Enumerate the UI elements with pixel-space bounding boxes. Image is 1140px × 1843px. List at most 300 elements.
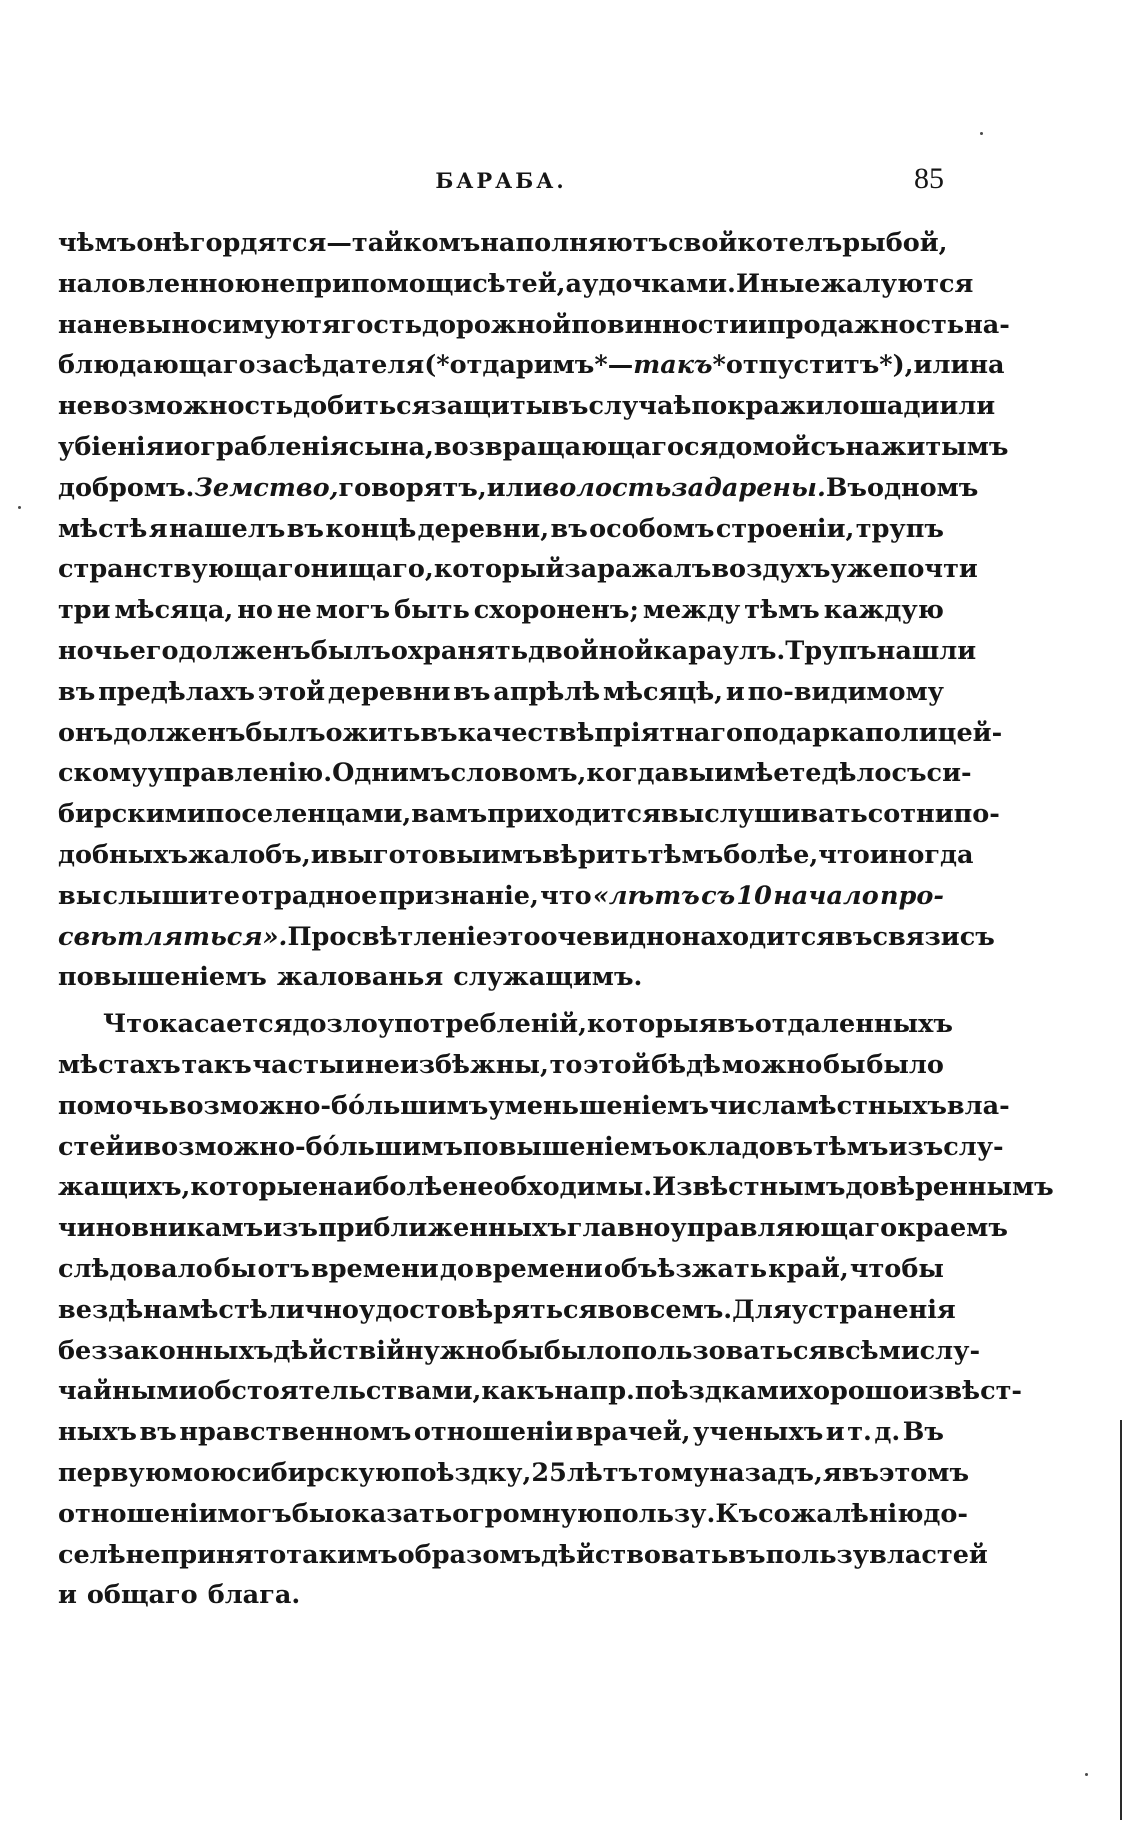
- word: Въ: [902, 1417, 944, 1448]
- word: необходимы.: [458, 1172, 653, 1203]
- word: добромъ.: [58, 472, 195, 503]
- word: общаго: [86, 1580, 198, 1611]
- word: до: [292, 1009, 327, 1040]
- word: властей: [869, 1539, 988, 1570]
- text-line: [58, 427, 1009, 468]
- word: быть: [394, 595, 470, 626]
- word: одномъ: [866, 472, 979, 503]
- word: во: [597, 1294, 633, 1325]
- word: который: [433, 554, 565, 585]
- word: въ: [551, 391, 589, 422]
- word: Что: [103, 1009, 160, 1040]
- word: ожить: [325, 717, 421, 748]
- word: приходится: [487, 799, 661, 830]
- word: до: [439, 1253, 474, 1284]
- word: въ: [841, 1457, 879, 1488]
- word: пользу: [765, 1539, 870, 1570]
- word: въ: [550, 513, 588, 544]
- word: былъ: [310, 635, 391, 666]
- word: мѣстахъ: [58, 1049, 181, 1080]
- word: дѣйствій: [273, 1335, 405, 1366]
- word: я: [822, 1457, 842, 1488]
- word: чѣмъ: [58, 228, 137, 258]
- word: стей: [58, 1131, 125, 1162]
- word: изъ: [888, 1131, 944, 1162]
- word: уже: [830, 554, 889, 585]
- word: нашли: [876, 635, 977, 666]
- body-text: [58, 223, 1054, 1616]
- word: наиболѣе: [318, 1172, 459, 1203]
- word: первую: [58, 1457, 171, 1488]
- word: жалованья: [276, 962, 444, 993]
- word: начало: [773, 880, 879, 911]
- word: нищаго,: [310, 554, 434, 585]
- word: въ: [58, 676, 96, 707]
- word: слу-: [919, 1335, 981, 1366]
- word: мѣсяца,: [114, 595, 234, 626]
- word: по-: [953, 799, 1000, 830]
- word: помощи: [350, 268, 473, 299]
- text-line: [58, 1290, 956, 1331]
- text-line: [58, 1371, 1022, 1412]
- word: его: [129, 635, 179, 666]
- word: нашелъ: [168, 513, 286, 544]
- word: «лѣтъ: [592, 880, 700, 911]
- word: признаніе,: [378, 880, 539, 911]
- word: съ: [959, 921, 995, 952]
- text-line: [58, 631, 977, 672]
- word: и: [164, 431, 184, 462]
- word: не: [260, 268, 296, 299]
- text-line: [58, 509, 944, 550]
- word: словомъ,: [450, 758, 587, 789]
- running-head: [58, 162, 944, 202]
- word: краемъ: [897, 1213, 1008, 1244]
- word: убіенія: [58, 431, 165, 462]
- word: было: [866, 1049, 944, 1080]
- word: главноуправляющаго: [566, 1213, 898, 1244]
- word: онъ: [58, 717, 114, 748]
- word: волость: [542, 472, 672, 503]
- text-line: [58, 1575, 944, 1616]
- word: чайными: [58, 1376, 198, 1407]
- word: возможно-бóльшимъ: [168, 1090, 489, 1121]
- word: почти: [888, 554, 978, 585]
- word: (*отдаримъ*: [424, 350, 608, 381]
- text-line: [58, 753, 972, 794]
- text-line: [58, 876, 944, 917]
- word: сѣтей,: [472, 268, 566, 299]
- word: отношеніи: [413, 1417, 574, 1448]
- word: добиться: [293, 391, 431, 422]
- word: когда: [586, 758, 671, 789]
- word: этой: [583, 1049, 651, 1080]
- word: изъ: [263, 1213, 318, 1244]
- text-line: [58, 1045, 944, 1086]
- word: Трупъ: [785, 635, 877, 666]
- word: ныхъ: [58, 1417, 137, 1448]
- word: что: [818, 839, 870, 870]
- word: Земство,: [194, 472, 339, 503]
- text-line: [58, 264, 974, 305]
- word: дѣло: [821, 758, 892, 789]
- word: покражи: [691, 391, 825, 422]
- word: тайкомъ: [351, 228, 481, 258]
- word: продажность: [767, 309, 965, 340]
- word: край,: [768, 1253, 849, 1284]
- word: 10: [736, 880, 772, 911]
- word: нажитымъ: [845, 431, 1009, 462]
- word: т.: [847, 1417, 872, 1448]
- word: жалуются: [820, 268, 974, 299]
- word: жалобъ,: [188, 839, 311, 870]
- word: въ: [453, 676, 491, 707]
- word: и: [310, 839, 330, 870]
- word: связи: [872, 921, 960, 952]
- page-edge-rule: [1120, 1420, 1122, 1820]
- running-title: БАРАБА.: [435, 168, 567, 193]
- word: охранять: [390, 635, 529, 666]
- word: могъ: [315, 595, 391, 626]
- word: тягость: [306, 309, 423, 340]
- word: рыбой,: [842, 228, 948, 258]
- word: времени: [311, 1253, 439, 1284]
- word: ограбленія: [183, 431, 349, 462]
- word: имъ: [481, 839, 543, 870]
- speck-mark: [980, 132, 983, 135]
- word: Однимъ: [332, 758, 451, 789]
- word: но: [237, 595, 273, 626]
- paragraph: [58, 1004, 1054, 1616]
- text-line: [58, 305, 1010, 346]
- word: бы: [291, 1498, 335, 1529]
- word: имѣете: [714, 758, 822, 789]
- word: болѣе,: [723, 839, 819, 870]
- word: было: [543, 1335, 622, 1366]
- word: Иные: [735, 268, 821, 299]
- text-line: [58, 1412, 944, 1453]
- word: всемъ.: [632, 1294, 733, 1325]
- word: это: [492, 921, 541, 952]
- word: числа: [708, 1090, 797, 1121]
- word: и: [748, 309, 768, 340]
- word: въ: [286, 513, 324, 544]
- word: этой: [257, 676, 326, 707]
- word: защиты: [430, 391, 552, 422]
- word: деревни,: [417, 513, 550, 544]
- word: и: [345, 1049, 365, 1080]
- word: вамъ: [411, 799, 488, 830]
- word: предѣлахъ: [98, 676, 255, 707]
- word: мѣстныхъ: [796, 1090, 947, 1121]
- word: при: [295, 268, 351, 299]
- word: часты: [252, 1049, 345, 1080]
- word: въ: [420, 717, 458, 748]
- word: случаѣ: [588, 391, 692, 422]
- word: тѣмъ: [812, 1131, 889, 1162]
- word: свой: [668, 228, 738, 258]
- word: бы: [213, 1253, 257, 1284]
- word: пользоваться: [621, 1335, 828, 1366]
- word: вы: [671, 758, 715, 789]
- word: врачей,: [575, 1417, 691, 1448]
- word: отдаленныхъ: [754, 1009, 953, 1040]
- word: блага.: [207, 1580, 301, 1611]
- text-line: [58, 549, 978, 590]
- word: наполняютъ: [480, 228, 669, 258]
- word: повинности: [571, 309, 749, 340]
- word: слу-: [943, 1131, 1004, 1162]
- word: извѣст-: [909, 1376, 1022, 1407]
- word: находится: [681, 921, 836, 952]
- word: наловленною: [58, 268, 261, 299]
- word: мѣстѣ: [58, 513, 148, 544]
- word: принято: [160, 1539, 287, 1570]
- text-line: [58, 386, 996, 427]
- word: пользу.: [602, 1498, 716, 1529]
- text-line: [58, 957, 944, 998]
- word: времени: [475, 1253, 603, 1284]
- word: можно: [721, 1049, 823, 1080]
- word: свѣтляться».: [58, 921, 288, 952]
- word: въ: [728, 1539, 766, 1570]
- word: каждую: [823, 595, 944, 626]
- word: всѣми: [827, 1335, 920, 1366]
- word: сожалѣнію: [758, 1498, 924, 1529]
- word: сына,: [348, 431, 434, 462]
- word: такъ: [633, 350, 713, 381]
- word: или: [486, 472, 543, 503]
- word: поѣздку,: [400, 1457, 532, 1488]
- word: въ: [717, 1009, 755, 1040]
- word: вездѣ: [58, 1294, 144, 1325]
- word: 25: [531, 1457, 567, 1488]
- word: образомъ: [397, 1539, 542, 1570]
- word: и: [58, 1580, 77, 1611]
- word: сотни: [867, 799, 954, 830]
- word: лошади: [824, 391, 940, 422]
- word: былъ: [245, 717, 326, 748]
- word: про-: [880, 880, 944, 911]
- text-line: [58, 223, 948, 264]
- word: отрадное: [241, 880, 378, 911]
- word: добныхъ: [58, 839, 189, 870]
- word: на: [58, 309, 94, 340]
- word: по-видимому: [747, 676, 944, 707]
- word: мѣсяцѣ,: [602, 676, 724, 707]
- word: слышите: [102, 880, 240, 911]
- word: котелъ: [737, 228, 843, 258]
- word: *отпуститъ*),: [712, 350, 914, 381]
- word: съ: [810, 431, 846, 462]
- word: или: [939, 391, 996, 422]
- word: огромную: [452, 1498, 603, 1529]
- word: окладовъ: [671, 1131, 813, 1162]
- word: концѣ: [325, 513, 417, 544]
- word: блюдающаго: [58, 350, 256, 381]
- word: мою: [170, 1457, 237, 1488]
- word: помочь: [58, 1090, 169, 1121]
- text-line: [58, 1331, 981, 1372]
- speck-mark: [1085, 1773, 1088, 1776]
- text-line: [58, 1208, 1008, 1249]
- word: не: [125, 1539, 161, 1570]
- word: которыя: [586, 1009, 718, 1040]
- word: караулъ.: [653, 635, 786, 666]
- word: долженъ: [178, 635, 311, 666]
- word: вы: [329, 839, 373, 870]
- word: Къ: [715, 1498, 759, 1529]
- word: могъ: [217, 1498, 292, 1529]
- word: странствующаго: [58, 554, 311, 585]
- word: засѣдателя: [255, 350, 425, 381]
- word: не: [276, 595, 312, 626]
- word: поѣздками: [634, 1376, 798, 1407]
- word: обстоятельствами,: [197, 1376, 482, 1407]
- word: выслушивать: [660, 799, 868, 830]
- text-line: [58, 917, 995, 958]
- word: или: [913, 350, 970, 381]
- word: хорошо: [797, 1376, 910, 1407]
- word: такъ: [181, 1049, 252, 1080]
- word: Извѣстнымъ: [652, 1172, 846, 1203]
- word: возможно-бóльшимъ: [143, 1131, 463, 1162]
- word: устраненія: [791, 1294, 956, 1325]
- text-line: [58, 713, 1003, 754]
- word: трупъ: [855, 513, 944, 544]
- word: этомъ: [878, 1457, 970, 1488]
- word: д.: [874, 1417, 901, 1448]
- word: вы: [58, 880, 102, 911]
- word: очевидно: [540, 921, 682, 952]
- word: заражалъ: [564, 554, 712, 585]
- word: воздухъ: [711, 554, 831, 585]
- word: возвращающагося: [433, 431, 719, 462]
- word: и: [124, 1131, 144, 1162]
- word: чтобы: [849, 1253, 944, 1284]
- word: управленію.: [147, 758, 333, 789]
- word: тому: [638, 1457, 710, 1488]
- word: объѣзжать: [603, 1253, 768, 1284]
- word: удостовѣряться: [358, 1294, 598, 1325]
- word: жащихъ,: [58, 1172, 191, 1203]
- word: дѣйствовать: [541, 1539, 729, 1570]
- word: ночь: [58, 635, 130, 666]
- word: сибирскую: [236, 1457, 401, 1488]
- word: апрѣлѣ: [493, 676, 601, 707]
- word: полицей-: [865, 717, 1003, 748]
- word: невыносимую: [93, 309, 307, 340]
- word: тѣмъ: [744, 595, 820, 626]
- word: лѣтъ: [566, 1457, 639, 1488]
- word: —: [607, 350, 634, 381]
- word: которые: [190, 1172, 319, 1203]
- word: скому: [58, 758, 148, 789]
- word: бирскими: [58, 799, 206, 830]
- word: чиновникамъ: [58, 1213, 264, 1244]
- word: Въ: [825, 472, 867, 503]
- word: бы: [823, 1049, 866, 1080]
- text-line: [58, 345, 1005, 386]
- word: три: [58, 595, 111, 626]
- text-line: [58, 1453, 970, 1494]
- word: вѣрить: [542, 839, 648, 870]
- text-line: [58, 1127, 1004, 1168]
- word: приближенныхъ: [317, 1213, 567, 1244]
- word: отъ: [257, 1253, 310, 1284]
- word: въ: [835, 921, 873, 952]
- page-number: 85: [914, 162, 944, 195]
- word: такимъ: [286, 1539, 398, 1570]
- word: удочками.: [582, 268, 736, 299]
- word: гордятся: [189, 228, 327, 258]
- word: пріятнаго: [594, 717, 744, 748]
- word: схороненъ;: [473, 595, 639, 626]
- word: неизбѣжны,: [364, 1049, 549, 1080]
- word: служащимъ.: [453, 962, 643, 993]
- text-line: [58, 1249, 944, 1290]
- text-line: [58, 590, 944, 631]
- word: назадъ,: [709, 1457, 823, 1488]
- word: готовы: [372, 839, 482, 870]
- word: повышеніемъ: [58, 962, 267, 993]
- word: до-: [923, 1498, 968, 1529]
- word: качествѣ: [457, 717, 595, 748]
- word: довѣреннымъ: [845, 1172, 1054, 1203]
- word: дорожной: [422, 309, 572, 340]
- word: селѣ: [58, 1539, 126, 1570]
- text-line: [58, 1086, 1010, 1127]
- word: лично: [267, 1294, 359, 1325]
- word: отношеніи: [58, 1498, 218, 1529]
- word: а: [565, 268, 583, 299]
- word: иногда: [869, 839, 974, 870]
- word: бѣдѣ: [651, 1049, 721, 1080]
- word: поселенцами,: [205, 799, 412, 830]
- word: то: [549, 1049, 583, 1080]
- word: слѣдовало: [58, 1253, 213, 1284]
- word: повышеніемъ: [462, 1131, 672, 1162]
- word: на-: [964, 309, 1010, 340]
- word: задарены.: [671, 472, 826, 503]
- word: и: [825, 1417, 845, 1448]
- text-line: [58, 835, 974, 876]
- word: тѣмъ: [647, 839, 724, 870]
- word: мѣстѣ: [178, 1294, 268, 1325]
- word: я: [148, 513, 168, 544]
- word: нужно: [404, 1335, 502, 1366]
- paragraph: [58, 223, 1010, 998]
- word: онѣ: [136, 228, 190, 258]
- word: Просвѣтленіе: [287, 921, 493, 952]
- speck-mark: [18, 506, 21, 509]
- word: въ: [139, 1417, 177, 1448]
- word: на: [143, 1294, 179, 1325]
- word: Для: [732, 1294, 792, 1325]
- word: злоупотребленій,: [326, 1009, 587, 1040]
- word: напр.: [554, 1376, 635, 1407]
- word: оказать: [334, 1498, 453, 1529]
- word: бы: [501, 1335, 544, 1366]
- word: съ: [701, 880, 736, 911]
- word: особомъ: [589, 513, 715, 544]
- word: долженъ: [113, 717, 246, 748]
- word: деревни: [327, 676, 451, 707]
- word: на: [969, 350, 1005, 381]
- word: ученыхъ: [693, 1417, 824, 1448]
- word: съ: [891, 758, 927, 789]
- word: и: [725, 676, 745, 707]
